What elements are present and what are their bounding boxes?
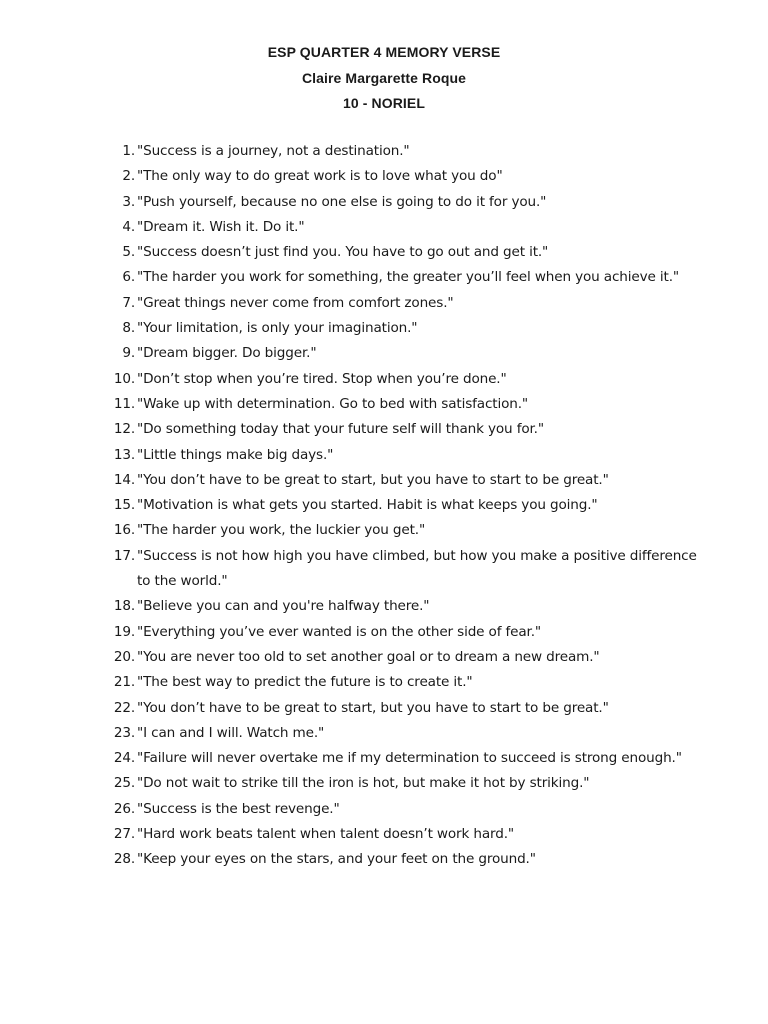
verse-text: "The harder you work for something, the greater you’ll feel when you achieve it." [137, 269, 679, 286]
verse-text: "Push yourself, because no one else is going to do it for you." [137, 193, 547, 210]
verse-item [108, 493, 698, 518]
verse-item [108, 164, 698, 189]
verse-text: "Do not wait to strike till the iron is hot, but make it hot by striking." [137, 775, 590, 792]
verse-number: 17. [113, 547, 135, 564]
verse-item [108, 291, 698, 316]
verse-item [108, 771, 698, 796]
verse-number: 1. [122, 143, 135, 159]
verse-text: "Dream bigger. Do bigger." [137, 345, 317, 362]
verse-text: "Motivation is what gets you started. Habit is what keeps you going." [137, 497, 598, 514]
verse-item [108, 544, 698, 595]
verse-item [108, 341, 698, 366]
verse-number: 19. [113, 623, 135, 640]
verse-item [108, 265, 698, 290]
verse-item [108, 518, 698, 543]
verse-number: 27. [113, 826, 135, 843]
verse-text: "Great things never come from comfort zones." [137, 294, 454, 311]
verse-number: 23. [113, 724, 135, 741]
verse-item [108, 316, 698, 341]
document-header [0, 40, 768, 117]
verse-item [108, 215, 698, 240]
verse-number: 14. [113, 471, 135, 488]
verse-item [108, 594, 698, 619]
verse-number: 4. [122, 218, 135, 235]
verse-number: 12. [113, 421, 135, 438]
verse-item [108, 847, 698, 872]
verse-item [108, 190, 698, 215]
verse-item [108, 696, 698, 721]
verse-text: "Do something today that your future self will thank you for." [137, 421, 544, 438]
verse-number: 20. [113, 648, 135, 665]
verse-number: 16. [113, 522, 135, 539]
verse-number: 11. [113, 395, 135, 412]
verse-text: "The only way to do great work is to love what you do" [137, 168, 503, 185]
class-section: 10 - NORIEL [342, 95, 425, 111]
verse-number: 13. [113, 446, 135, 463]
verse-item [108, 645, 698, 670]
verse-number: 24. [113, 750, 135, 767]
verse-text: "I can and I will. Watch me." [137, 724, 325, 741]
verse-text: "Wake up with determination. Go to bed with satisfaction." [137, 395, 528, 412]
verse-item [108, 822, 698, 847]
verse-item [108, 797, 698, 822]
verse-item [108, 417, 698, 442]
verse-number: 25. [113, 775, 135, 792]
verse-number: 22. [113, 699, 135, 716]
verse-text: "Success is not how high you have climbed, but how you make a positive difference to the world." [137, 547, 697, 590]
verse-item [108, 620, 698, 645]
verse-text: "Believe you can and you're halfway there." [137, 598, 430, 615]
verse-text: "You don’t have to be great to start, but you have to start to be great." [137, 699, 609, 716]
verse-number: 5. [122, 244, 135, 261]
verse-text: "Success doesn’t just find you. You have to go out and get it." [137, 244, 549, 261]
verse-item [108, 240, 698, 265]
verse-number: 18. [113, 598, 135, 615]
verse-text: "The harder you work, the luckier you get." [137, 522, 426, 539]
verse-text: "Everything you’ve ever wanted is on the other side of fear." [137, 623, 542, 640]
memory-verse-list [108, 139, 698, 873]
student-name: Claire Margarette Roque [301, 69, 467, 86]
verse-item [108, 468, 698, 493]
verse-text: "Don’t stop when you’re tired. Stop when you’re done." [137, 370, 507, 387]
verse-text: "Little things make big days." [137, 446, 334, 463]
verse-number: 7. [122, 294, 135, 311]
verse-text: "You don’t have to be great to start, but you have to start to be great." [137, 471, 609, 488]
verse-number: 9. [122, 345, 135, 362]
verse-number: 10. [113, 370, 135, 387]
verse-item [108, 367, 698, 392]
verse-text: "Keep your eyes on the stars, and your feet on the ground." [137, 851, 536, 868]
verse-text: "You are never too old to set another goal or to dream a new dream." [137, 648, 600, 665]
verse-number: 3. [122, 193, 135, 210]
verse-number: 28. [113, 851, 135, 868]
document-title: ESP QUARTER 4 MEMORY VERSE [267, 44, 501, 60]
verse-number: 6. [122, 269, 135, 286]
verse-number: 26. [113, 800, 135, 817]
verse-item [108, 392, 698, 417]
verse-item [108, 443, 698, 468]
verse-text: "Your limitation, is only your imagination." [137, 320, 418, 337]
verse-text: "Hard work beats talent when talent doesn’t work hard." [137, 826, 514, 843]
verse-text: "Success is a journey, not a destination." [137, 143, 410, 159]
verse-item [108, 721, 698, 746]
verse-number: 15. [113, 497, 135, 514]
verse-number: 8. [122, 320, 135, 337]
verse-text: "The best way to predict the future is to create it." [137, 674, 473, 691]
verse-item [108, 139, 698, 164]
verse-number: 21. [113, 674, 135, 691]
verse-number: 2. [122, 168, 135, 185]
verse-text: "Success is the best revenge." [137, 800, 340, 817]
verse-text: "Failure will never overtake me if my determination to succeed is strong enough." [137, 750, 682, 767]
verse-item [108, 746, 698, 771]
verse-text: "Dream it. Wish it. Do it." [137, 218, 305, 235]
verse-item [108, 670, 698, 695]
